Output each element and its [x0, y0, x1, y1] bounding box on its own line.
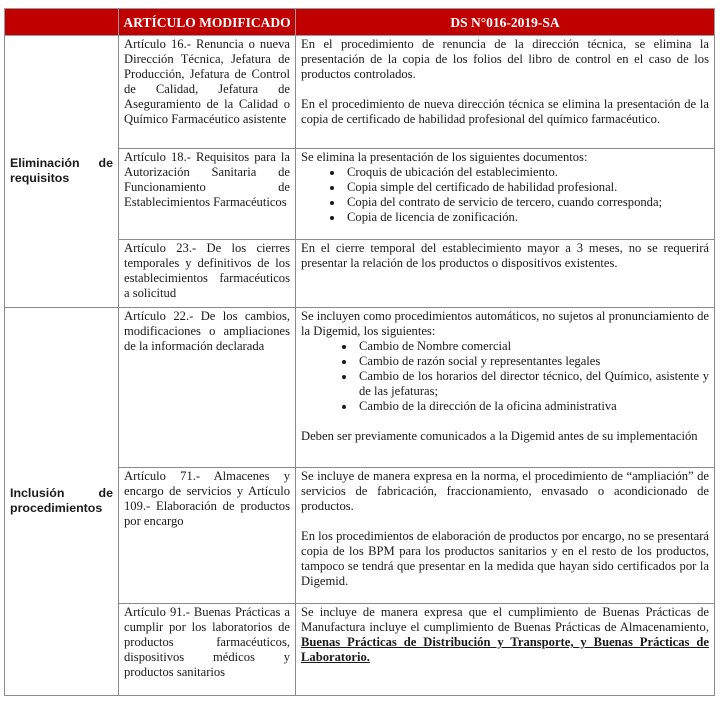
description-text: En el procedimiento de nueva dirección técnica se elimina la presentación de la copia de certificado de habilidad profesional del químico farmacéutico.	[301, 97, 709, 126]
description-text: En el procedimiento de renuncia de la dirección técnica, se elimina la presentación de la copia de los folios del libro de control en el caso de los productos controlados.	[301, 37, 709, 81]
category-cell: Eliminación de requisitos	[5, 36, 119, 308]
article-cell: Artículo 16.- Renuncia o nueva Dirección Técnica, Jefatura de Producción, Jefatura de Control de Calidad, Jefatura de Aseguramiento de la Calidad o Químico Farmacéutico asistente	[119, 36, 296, 149]
description-text: Se incluyen como procedimientos automáticos, no sujetos al pronunciamiento de la Digemid, los siguientes:	[301, 309, 709, 338]
description-cell	[296, 36, 715, 149]
table-header-row	[5, 9, 715, 36]
description-text	[301, 605, 709, 665]
description-plain: Se incluye de manera expresa que el cumplimiento de Buenas Prácticas de Manufactura incluye el cumplimiento de Buenas Prácticas de Almacenamiento,	[301, 605, 709, 634]
article-cell: Artículo 71.- Almacenes y encargo de servicios y Artículo 109.- Elaboración de productos por encargo	[119, 468, 296, 604]
list-item: • Cambio de la dirección de la oficina administrativa	[356, 399, 709, 414]
description-text: Se elimina la presentación de los siguientes documentos:	[301, 150, 588, 164]
list-item: • Copia del contrato de servicio de tercero, cuando corresponda;	[344, 195, 709, 210]
category-cell: Inclusión de procedimientos	[5, 308, 119, 696]
regulation-table	[4, 8, 715, 696]
header-ds: DS N°016-2019-SA	[296, 9, 715, 36]
description-cell	[296, 240, 715, 308]
list-item: • Croquis de ubicación del establecimiento.	[344, 165, 709, 180]
article-cell: Artículo 23.- De los cierres temporales y definitivos de los establecimientos farmacéuticos a solicitud	[119, 240, 296, 308]
header-article: ARTÍCULO MODIFICADO	[119, 9, 296, 36]
article-cell: Artículo 91.- Buenas Prácticas a cumplir por los laboratorios de productos farmacéuticos, dispositivos médicos y productos sanitarios	[119, 604, 296, 696]
description-text: En el cierre temporal del establecimiento mayor a 3 meses, no se requerirá presentar la relación de los productos o dispositivos existentes.	[301, 241, 709, 270]
description-cell	[296, 604, 715, 696]
description-cell	[296, 468, 715, 604]
description-emphasis: Buenas Prácticas de Distribución y Transporte, y Buenas Prácticas de Laboratorio.	[301, 635, 709, 664]
description-text: En los procedimientos de elaboración de productos por encargo, no se presentará copia de los BPM para los productos sanitarios y en el resto de los productos, tampoco se tendrá que presentar en la medida que hayan sido certificados por la Digemid.	[301, 529, 709, 588]
list-item: • Cambio de razón social y representantes legales	[356, 354, 709, 369]
list-item: • Cambio de Nombre comercial	[356, 339, 709, 354]
header-empty	[5, 9, 119, 36]
list-item: • Copia de licencia de zonificación.	[344, 210, 709, 225]
description-cell	[296, 308, 715, 468]
description-cell	[296, 149, 715, 240]
description-text: Deben ser previamente comunicados a la Digemid antes de su implementación	[301, 429, 698, 443]
description-text: Se incluye de manera expresa en la norma, el procedimiento de “ampliación” de servicios de fabricación, fraccionamiento, envasado o acondicionado de productos.	[301, 469, 709, 513]
list-item: • Copia simple del certificado de habilidad profesional.	[344, 180, 709, 195]
table-row	[5, 36, 715, 149]
article-cell: Artículo 18.- Requisitos para la Autorización Sanitaria de Funcionamiento de Establecimientos Farmacéuticos	[119, 149, 296, 240]
procedure-list	[301, 339, 709, 414]
document-list	[301, 165, 709, 225]
list-item: • Cambio de los horarios del director técnico, del Químico, asistente y de las jefaturas;	[356, 369, 709, 399]
article-cell: Artículo 22.- De los cambios, modificaciones o ampliaciones de la información declarada	[119, 308, 296, 468]
table-row	[5, 308, 715, 468]
